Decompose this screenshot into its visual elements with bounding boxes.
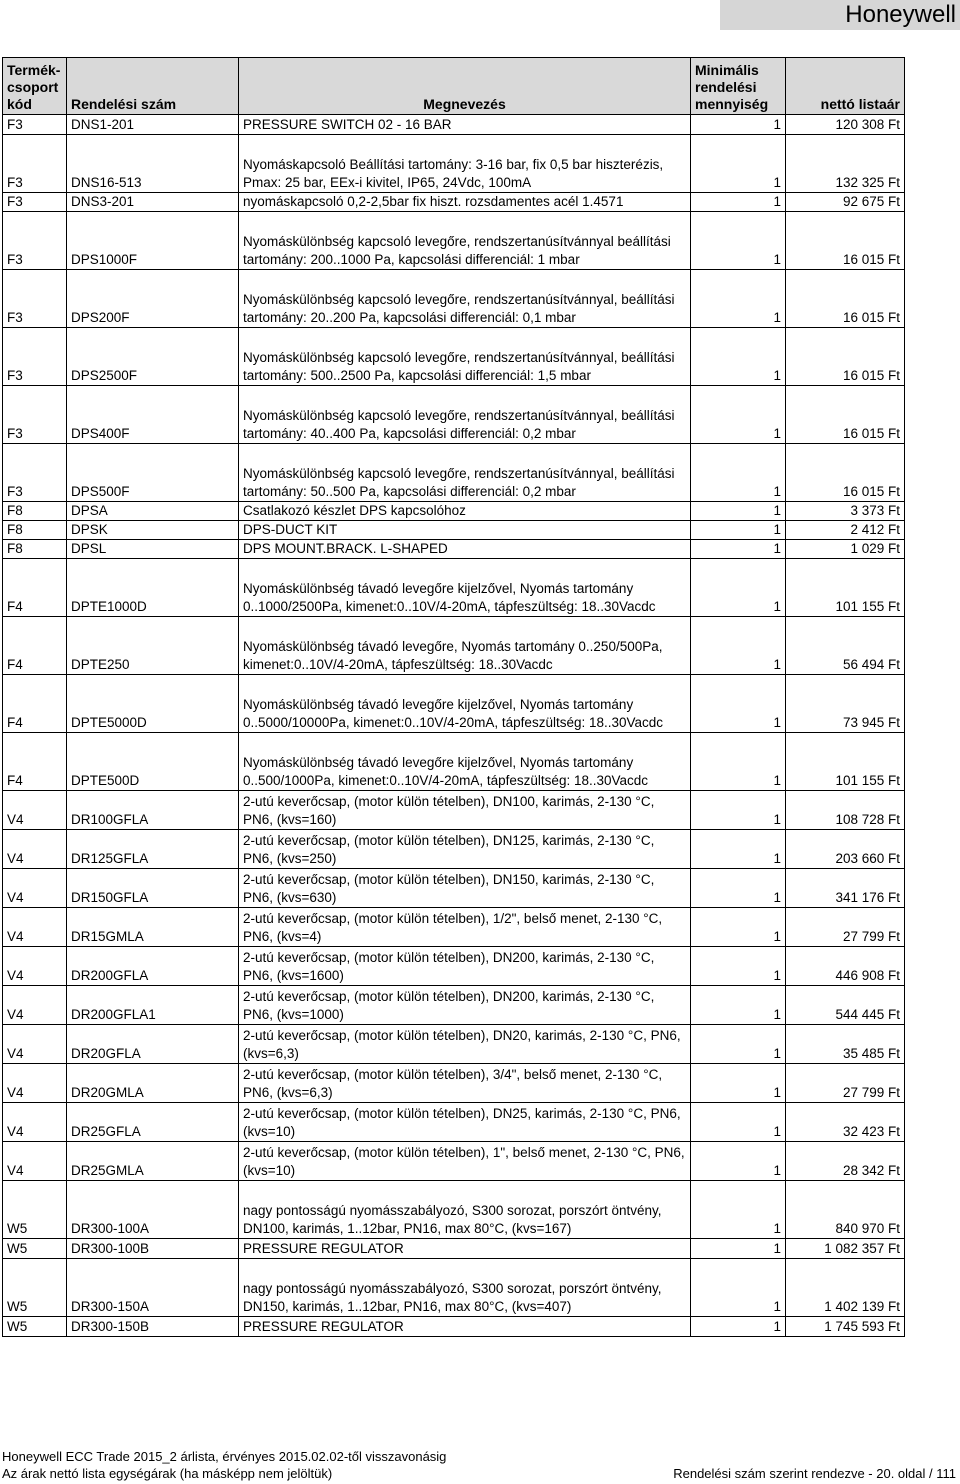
cell-description: 2-utú keverőcsap, (motor külön tételben), DN125, karimás, 2-130 °C, PN6, (kvs=250) <box>239 830 691 869</box>
cell-order-number: DPTE1000D <box>67 559 239 617</box>
cell-group: F3 <box>3 115 67 135</box>
cell-min-qty: 1 <box>691 135 786 193</box>
cell-group: W5 <box>3 1239 67 1259</box>
cell-order-number: DPTE5000D <box>67 675 239 733</box>
cell-price: 2 412 Ft <box>786 521 905 540</box>
table-row <box>3 559 905 617</box>
cell-min-qty: 1 <box>691 986 786 1025</box>
cell-description: nyomáskapcsoló 0,2-2,5bar fix hiszt. rozsdamentes acél 1.4571 <box>239 193 691 212</box>
cell-description: Nyomáskülönbség kapcsoló levegőre, rendszertanúsítvánnyal beállítási tartomány: 200..1000 Pa, kapcsolási differenciál: 1 mbar <box>239 212 691 270</box>
cell-price: 101 155 Ft <box>786 559 905 617</box>
cell-group: V4 <box>3 791 67 830</box>
cell-group: F3 <box>3 444 67 502</box>
cell-order-number: DPSL <box>67 540 239 559</box>
cell-description: PRESSURE REGULATOR <box>239 1239 691 1259</box>
table-row <box>3 1103 905 1142</box>
cell-min-qty: 1 <box>691 675 786 733</box>
cell-order-number: DR300-150A <box>67 1259 239 1317</box>
cell-price: 840 970 Ft <box>786 1181 905 1239</box>
cell-min-qty: 1 <box>691 1103 786 1142</box>
cell-description: DPS MOUNT.BRACK. L-SHAPED <box>239 540 691 559</box>
cell-min-qty: 1 <box>691 1259 786 1317</box>
table-row <box>3 193 905 212</box>
cell-description: Nyomáskülönbség kapcsoló levegőre, rendszertanúsítvánnyal, beállítási tartomány: 20..200 Pa, kapcsolási differenciál: 0,1 mbar <box>239 270 691 328</box>
cell-order-number: DPTE500D <box>67 733 239 791</box>
cell-order-number: DR200GFLA1 <box>67 986 239 1025</box>
table-row <box>3 830 905 869</box>
cell-price: 3 373 Ft <box>786 502 905 521</box>
cell-group: F4 <box>3 733 67 791</box>
header-order-number: Rendelési szám <box>67 58 239 115</box>
cell-price: 56 494 Ft <box>786 617 905 675</box>
table-row <box>3 733 905 791</box>
cell-description: 2-utú keverőcsap, (motor külön tételben), DN100, karimás, 2-130 °C, PN6, (kvs=160) <box>239 791 691 830</box>
cell-price: 132 325 Ft <box>786 135 905 193</box>
table-row <box>3 617 905 675</box>
brand-logo-text: Honeywell <box>720 0 960 30</box>
header-price: nettó listaár <box>786 58 905 115</box>
cell-group: F3 <box>3 212 67 270</box>
cell-price: 16 015 Ft <box>786 328 905 386</box>
cell-order-number: DPS400F <box>67 386 239 444</box>
table-row <box>3 270 905 328</box>
table-body <box>3 115 905 1337</box>
cell-price: 544 445 Ft <box>786 986 905 1025</box>
table-header-row <box>3 58 905 115</box>
cell-description: PRESSURE SWITCH 02 - 16 BAR <box>239 115 691 135</box>
cell-group: F3 <box>3 386 67 444</box>
cell-description: Nyomáskülönbség kapcsoló levegőre, rendszertanúsítvánnyal, beállítási tartomány: 500..2500 Pa, kapcsolási differenciál: 1,5 mbar <box>239 328 691 386</box>
cell-price: 35 485 Ft <box>786 1025 905 1064</box>
cell-order-number: DNS1-201 <box>67 115 239 135</box>
cell-order-number: DR25GMLA <box>67 1142 239 1181</box>
table-row <box>3 135 905 193</box>
cell-min-qty: 1 <box>691 869 786 908</box>
cell-group: V4 <box>3 1025 67 1064</box>
footer-validity: Honeywell ECC Trade 2015_2 árlista, érvényes 2015.02.02-től visszavonásig <box>2 1449 447 1464</box>
cell-price: 16 015 Ft <box>786 212 905 270</box>
table-row <box>3 869 905 908</box>
cell-description: nagy pontosságú nyomásszabályozó, S300 sorozat, porszórt öntvény, DN100, karimás, 1..12bar, PN16, max 80°C, (kvs=167) <box>239 1181 691 1239</box>
cell-group: V4 <box>3 1103 67 1142</box>
cell-min-qty: 1 <box>691 521 786 540</box>
cell-min-qty: 1 <box>691 540 786 559</box>
cell-min-qty: 1 <box>691 444 786 502</box>
footer-note: Az árak nettó lista egységárak (ha másképp nem jelöltük) <box>2 1466 333 1481</box>
cell-group: V4 <box>3 986 67 1025</box>
cell-order-number: DPSA <box>67 502 239 521</box>
cell-group: V4 <box>3 908 67 947</box>
header-min-qty-line3: mennyiség <box>695 96 769 112</box>
cell-min-qty: 1 <box>691 1239 786 1259</box>
cell-description: 2-utú keverőcsap, (motor külön tételben), DN200, karimás, 2-130 °C, PN6, (kvs=1600) <box>239 947 691 986</box>
footer-row <box>2 1466 956 1482</box>
cell-price: 341 176 Ft <box>786 869 905 908</box>
cell-min-qty: 1 <box>691 270 786 328</box>
table-row <box>3 908 905 947</box>
cell-min-qty: 1 <box>691 791 786 830</box>
table-row <box>3 1025 905 1064</box>
cell-description: 2-utú keverőcsap, (motor külön tételben), DN150, karimás, 2-130 °C, PN6, (kvs=630) <box>239 869 691 908</box>
cell-description: 2-utú keverőcsap, (motor külön tételben), 3/4", belső menet, 2-130 °C, PN6, (kvs=6,3) <box>239 1064 691 1103</box>
cell-description: 2-utú keverőcsap, (motor külön tételben), DN25, karimás, 2-130 °C, PN6, (kvs=10) <box>239 1103 691 1142</box>
cell-min-qty: 1 <box>691 947 786 986</box>
cell-description: Nyomáskapcsoló Beállítási tartomány: 3-16 bar, fix 0,5 bar hiszterézis, Pmax: 25 bar, EEx-i kivitel, IP65, 24Vdc, 100mA <box>239 135 691 193</box>
cell-min-qty: 1 <box>691 115 786 135</box>
cell-min-qty: 1 <box>691 1317 786 1337</box>
cell-price: 446 908 Ft <box>786 947 905 986</box>
cell-min-qty: 1 <box>691 386 786 444</box>
cell-price: 27 799 Ft <box>786 1064 905 1103</box>
cell-description: Nyomáskülönbség távadó levegőre kijelzővel, Nyomás tartomány 0..500/1000Pa, kimenet:0..10V/4-20mA, tápfeszültség: 18..30Vacdc <box>239 733 691 791</box>
cell-order-number: DR125GFLA <box>67 830 239 869</box>
table-row <box>3 540 905 559</box>
cell-order-number: DR25GFLA <box>67 1103 239 1142</box>
cell-price: 120 308 Ft <box>786 115 905 135</box>
cell-order-number: DNS3-201 <box>67 193 239 212</box>
cell-group: W5 <box>3 1181 67 1239</box>
cell-min-qty: 1 <box>691 733 786 791</box>
table-row <box>3 791 905 830</box>
cell-min-qty: 1 <box>691 502 786 521</box>
cell-group: F3 <box>3 270 67 328</box>
cell-description: 2-utú keverőcsap, (motor külön tételben), 1/2", belső menet, 2-130 °C, PN6, (kvs=4) <box>239 908 691 947</box>
cell-order-number: DNS16-513 <box>67 135 239 193</box>
cell-min-qty: 1 <box>691 328 786 386</box>
cell-order-number: DPS2500F <box>67 328 239 386</box>
cell-description: Nyomáskülönbség távadó levegőre kijelzővel, Nyomás tartomány 0..5000/10000Pa, kimenet:0..10V/4-20mA, tápfeszültség: 18..30Vacdc <box>239 675 691 733</box>
cell-description: Nyomáskülönbség kapcsoló levegőre, rendszertanúsítvánnyal, beállítási tartomány: 50..500 Pa, kapcsolási differenciál: 0,2 mbar <box>239 444 691 502</box>
cell-order-number: DR150GFLA <box>67 869 239 908</box>
header-name: Megnevezés <box>239 58 691 115</box>
cell-group: V4 <box>3 869 67 908</box>
cell-price: 1 402 139 Ft <box>786 1259 905 1317</box>
cell-order-number: DR300-150B <box>67 1317 239 1337</box>
cell-order-number: DPS500F <box>67 444 239 502</box>
cell-description: 2-utú keverőcsap, (motor külön tételben), DN200, karimás, 2-130 °C, PN6, (kvs=1000) <box>239 986 691 1025</box>
cell-min-qty: 1 <box>691 830 786 869</box>
cell-price: 1 745 593 Ft <box>786 1317 905 1337</box>
cell-order-number: DPTE250 <box>67 617 239 675</box>
cell-min-qty: 1 <box>691 212 786 270</box>
table-row <box>3 1239 905 1259</box>
cell-group: F3 <box>3 135 67 193</box>
table-row <box>3 675 905 733</box>
cell-description: DPS-DUCT KIT <box>239 521 691 540</box>
table-row <box>3 328 905 386</box>
table-row <box>3 947 905 986</box>
header-min-qty <box>691 58 786 115</box>
table-row <box>3 1259 905 1317</box>
cell-group: F3 <box>3 328 67 386</box>
header-min-qty-line1: Minimális <box>695 62 759 78</box>
table-row <box>3 502 905 521</box>
cell-group: W5 <box>3 1259 67 1317</box>
table-row <box>3 1181 905 1239</box>
cell-group: V4 <box>3 947 67 986</box>
table-row <box>3 1317 905 1337</box>
cell-price: 101 155 Ft <box>786 733 905 791</box>
cell-price: 92 675 Ft <box>786 193 905 212</box>
table-row <box>3 986 905 1025</box>
header-group-line3: kód <box>7 96 32 112</box>
cell-group: F4 <box>3 559 67 617</box>
cell-description: Csatlakozó készlet DPS kapcsolóhoz <box>239 502 691 521</box>
cell-price: 1 029 Ft <box>786 540 905 559</box>
table-row <box>3 1142 905 1181</box>
cell-min-qty: 1 <box>691 1142 786 1181</box>
cell-price: 16 015 Ft <box>786 386 905 444</box>
cell-price: 203 660 Ft <box>786 830 905 869</box>
table-row <box>3 115 905 135</box>
cell-description: 2-utú keverőcsap, (motor külön tételben), DN20, karimás, 2-130 °C, PN6, (kvs=6,3) <box>239 1025 691 1064</box>
header-group <box>3 58 67 115</box>
cell-group: W5 <box>3 1317 67 1337</box>
cell-description: Nyomáskülönbség távadó levegőre, Nyomás tartomány 0..250/500Pa, kimenet:0..10V/4-20mA, tápfeszültség: 18..30Vacdc <box>239 617 691 675</box>
table-row <box>3 212 905 270</box>
table-row <box>3 386 905 444</box>
cell-description: 2-utú keverőcsap, (motor külön tételben), 1", belső menet, 2-130 °C, PN6, (kvs=10) <box>239 1142 691 1181</box>
cell-description: PRESSURE REGULATOR <box>239 1317 691 1337</box>
cell-min-qty: 1 <box>691 908 786 947</box>
cell-order-number: DPS1000F <box>67 212 239 270</box>
table-row <box>3 1064 905 1103</box>
cell-group: F3 <box>3 193 67 212</box>
table-row <box>3 521 905 540</box>
table-row <box>3 444 905 502</box>
cell-min-qty: 1 <box>691 1181 786 1239</box>
footer-page-info: Rendelési szám szerint rendezve - 20. oldal / 111 <box>673 1466 956 1481</box>
cell-min-qty: 1 <box>691 1025 786 1064</box>
cell-price: 73 945 Ft <box>786 675 905 733</box>
cell-order-number: DR300-100A <box>67 1181 239 1239</box>
cell-min-qty: 1 <box>691 193 786 212</box>
cell-description: Nyomáskülönbség távadó levegőre kijelzővel, Nyomás tartomány 0..1000/2500Pa, kimenet:0..10V/4-20mA, tápfeszültség: 18..30Vacdc <box>239 559 691 617</box>
price-list-table <box>2 57 905 1337</box>
cell-price: 32 423 Ft <box>786 1103 905 1142</box>
cell-group: V4 <box>3 1142 67 1181</box>
cell-order-number: DPS200F <box>67 270 239 328</box>
cell-order-number: DR20GFLA <box>67 1025 239 1064</box>
cell-order-number: DR100GFLA <box>67 791 239 830</box>
cell-group: F8 <box>3 502 67 521</box>
cell-order-number: DPSK <box>67 521 239 540</box>
cell-price: 16 015 Ft <box>786 270 905 328</box>
cell-group: F8 <box>3 540 67 559</box>
header-min-qty-line2: rendelési <box>695 79 757 95</box>
cell-min-qty: 1 <box>691 617 786 675</box>
cell-price: 108 728 Ft <box>786 791 905 830</box>
cell-price: 1 082 357 Ft <box>786 1239 905 1259</box>
cell-group: V4 <box>3 1064 67 1103</box>
cell-price: 28 342 Ft <box>786 1142 905 1181</box>
cell-description: nagy pontosságú nyomásszabályozó, S300 sorozat, porszórt öntvény, DN150, karimás, 1..12bar, PN16, max 80°C, (kvs=407) <box>239 1259 691 1317</box>
header-group-line2: csoport <box>7 79 59 95</box>
cell-group: F4 <box>3 617 67 675</box>
cell-min-qty: 1 <box>691 559 786 617</box>
cell-group: F8 <box>3 521 67 540</box>
cell-description: Nyomáskülönbség kapcsoló levegőre, rendszertanúsítvánnyal, beállítási tartomány: 40..400 Pa, kapcsolási differenciál: 0,2 mbar <box>239 386 691 444</box>
cell-min-qty: 1 <box>691 1064 786 1103</box>
cell-order-number: DR200GFLA <box>67 947 239 986</box>
cell-order-number: DR300-100B <box>67 1239 239 1259</box>
cell-group: F4 <box>3 675 67 733</box>
header-group-line1: Termék- <box>7 62 61 78</box>
cell-price: 16 015 Ft <box>786 444 905 502</box>
cell-price: 27 799 Ft <box>786 908 905 947</box>
cell-order-number: DR15GMLA <box>67 908 239 947</box>
cell-group: V4 <box>3 830 67 869</box>
cell-order-number: DR20GMLA <box>67 1064 239 1103</box>
